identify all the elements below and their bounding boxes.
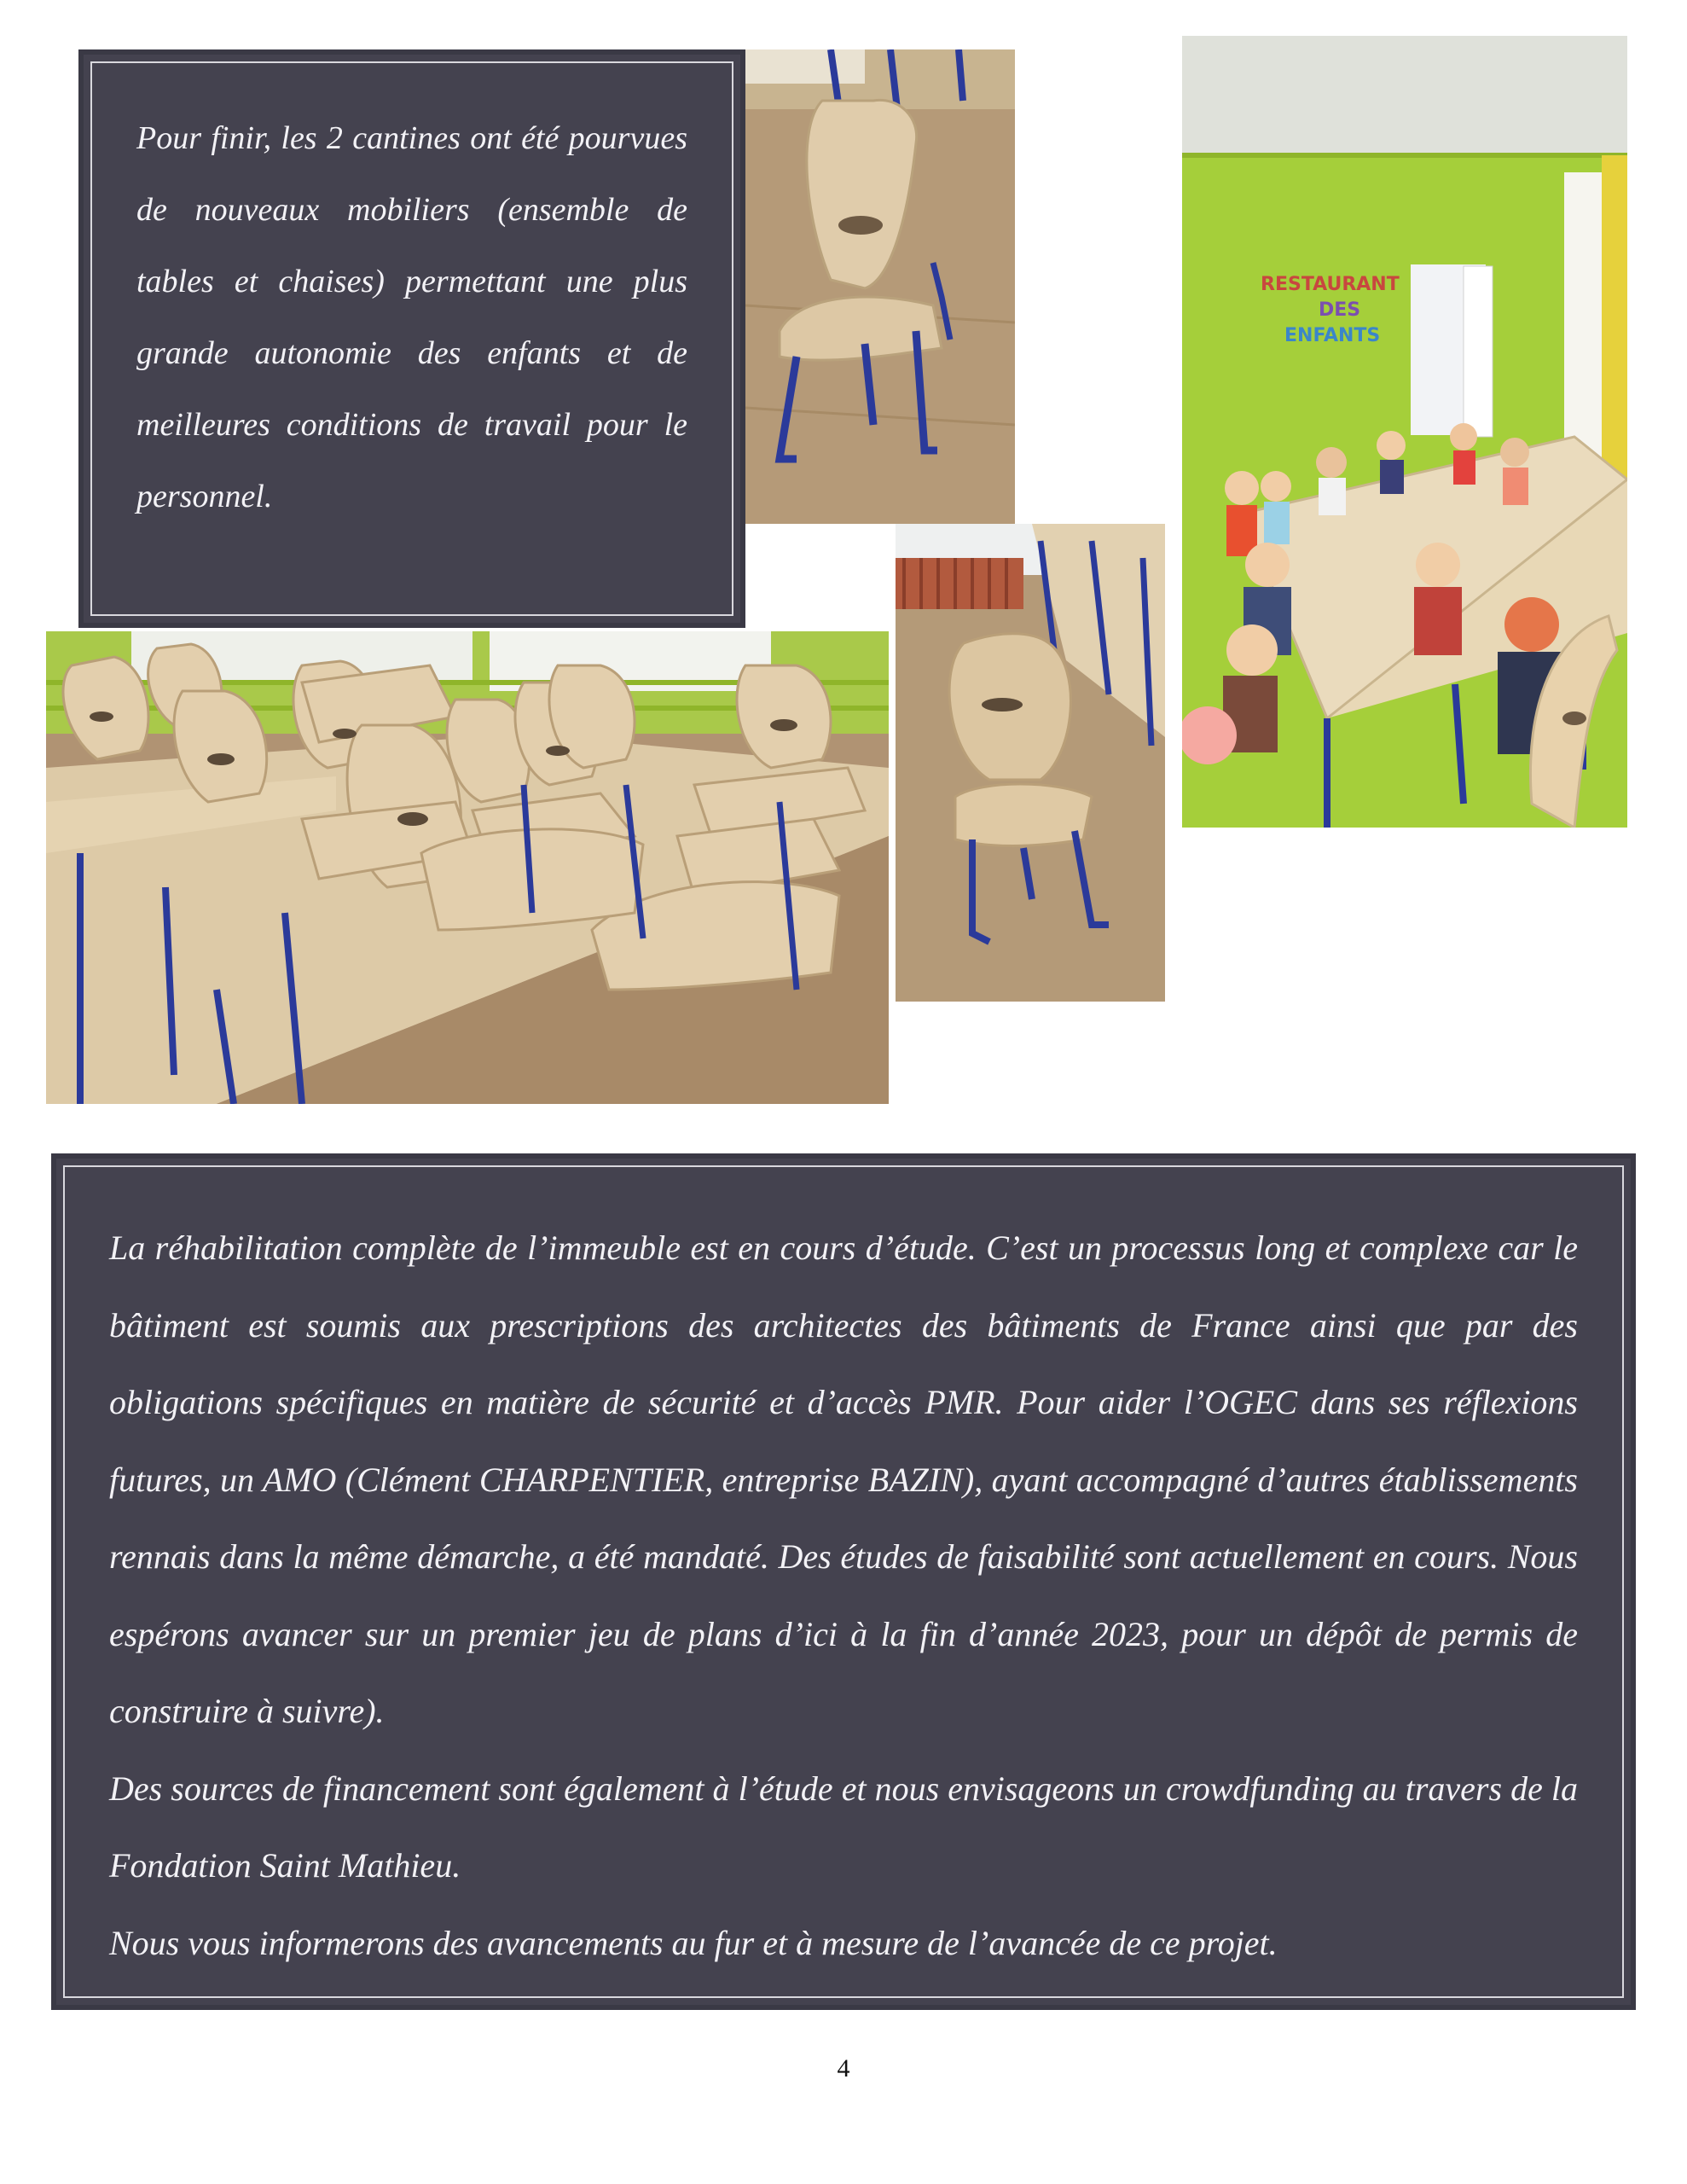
restaurant-sign-line2: DES — [1319, 299, 1361, 321]
intro-paragraph: Pour finir, les 2 cantines ont été pourvues de nouveaux mobiliers (ensemble de tables et chaises) permettant une plus grande autonomie des enfants et de meilleures conditions de travail pour le personnel. — [136, 120, 687, 514]
project-paragraph-3: Nous vous informerons des avancements au fur et à mesure de l’avancée de ce projet. — [109, 1923, 1278, 1962]
chairs-on-tables-photo — [46, 631, 889, 1104]
chair-photo — [745, 49, 1015, 524]
project-text — [109, 1210, 1578, 1982]
restaurant-sign-line3: ENFANTS — [1284, 325, 1381, 346]
intro-text-box — [78, 49, 745, 628]
project-text-box — [51, 1153, 1636, 2010]
chair-standing-photo — [896, 524, 1165, 1002]
project-paragraph-1: La réhabilitation complète de l’immeuble est en cours d’étude. C’est un processus long et complexe car le bâtiment est soumis aux prescriptions des architectes des bâtiments de France ainsi que par des obligations spécifiques en matière de sécurité et d’accès PMR. Pour aider l’OGEC dans ses réflexions futures, un AMO (Clément CHARPENTIER, entreprise BAZIN), ayant accompagné d’autres établissements rennais dans la même démarche, a été mandaté. Des études de faisabilité sont actuellement en cours. Nous espérons avancer sur un premier jeu de plans d’ici à la fin d’année 2023, pour un dépôt de permis de construire à suivre). — [109, 1228, 1578, 1730]
page-number: 4 — [837, 2054, 850, 2082]
restaurant-sign-line1: RESTAURANT — [1261, 274, 1400, 295]
cantine-photo — [1182, 36, 1627, 828]
project-paragraph-2: Des sources de financement sont également à l’étude et nous envisageons un crowdfunding au travers de la Fondation Saint Mathieu. — [109, 1769, 1578, 1885]
